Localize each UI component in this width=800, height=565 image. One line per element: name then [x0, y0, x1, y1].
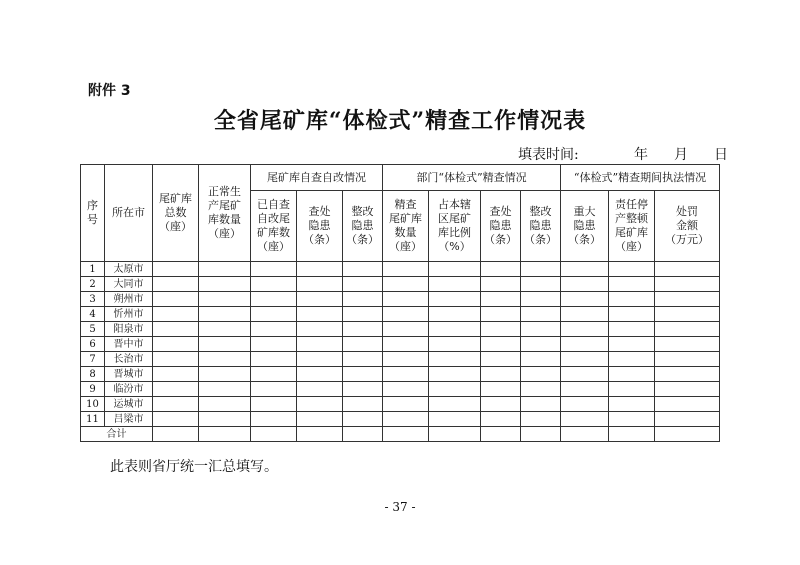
table-cell [343, 352, 383, 367]
table-cell [655, 352, 720, 367]
table-cell [609, 307, 655, 322]
table-cell [521, 262, 561, 277]
table-cell [429, 397, 481, 412]
table-cell [297, 337, 343, 352]
table-cell [297, 292, 343, 307]
table-cell [429, 367, 481, 382]
table-cell [481, 262, 521, 277]
table-cell [481, 322, 521, 337]
table-row [81, 262, 720, 277]
table-cell [655, 262, 720, 277]
header-fine: 处罚 金额 （万元） [655, 191, 720, 262]
table-cell [521, 277, 561, 292]
table-cell [609, 412, 655, 427]
table-cell [429, 292, 481, 307]
table-row [81, 337, 720, 352]
table-body [81, 262, 720, 427]
table-cell [153, 337, 199, 352]
table-cell [609, 352, 655, 367]
table-cell [343, 277, 383, 292]
table-cell [481, 307, 521, 322]
table-cell [199, 352, 251, 367]
table-cell [609, 367, 655, 382]
table-cell [153, 397, 199, 412]
table-cell [153, 427, 199, 442]
table-cell [561, 382, 609, 397]
row-seq: 9 [81, 382, 105, 397]
table-cell [199, 412, 251, 427]
table-cell [429, 307, 481, 322]
table-cell [561, 412, 609, 427]
table-cell [521, 367, 561, 382]
table-cell [383, 337, 429, 352]
footnote: 此表则省厅统一汇总填写。 [110, 459, 278, 475]
table-cell [199, 397, 251, 412]
total-label: 合计 [81, 427, 153, 442]
table-cell [383, 277, 429, 292]
table-cell [297, 277, 343, 292]
table-row [81, 322, 720, 337]
table-cell [383, 262, 429, 277]
table-cell [383, 427, 429, 442]
table-row [81, 352, 720, 367]
table-cell [561, 277, 609, 292]
table-cell [521, 427, 561, 442]
header-dept-fixed: 整改 隐患 （条） [521, 191, 561, 262]
table-cell [153, 412, 199, 427]
table-cell [251, 292, 297, 307]
table-cell [199, 292, 251, 307]
table-cell [609, 397, 655, 412]
table-cell [481, 337, 521, 352]
table-cell [251, 427, 297, 442]
table-cell [429, 337, 481, 352]
table-cell [561, 307, 609, 322]
table-row [81, 367, 720, 382]
table-cell [521, 322, 561, 337]
table-cell [297, 397, 343, 412]
table-cell [521, 292, 561, 307]
header-self-fixed: 整改 隐患 （条） [343, 191, 383, 262]
page-number: - 37 - [384, 500, 416, 514]
table-cell [609, 427, 655, 442]
table-cell [343, 412, 383, 427]
header-dept-count: 精查 尾矿库 数量 （座） [383, 191, 429, 262]
table-cell [521, 382, 561, 397]
table-cell [561, 427, 609, 442]
row-city: 吕梁市 [105, 412, 153, 427]
table-cell [199, 277, 251, 292]
header-major: 重大 隐患 （条） [561, 191, 609, 262]
table-cell [521, 412, 561, 427]
table-cell [343, 427, 383, 442]
table-cell [383, 412, 429, 427]
header-normal: 正常生 产尾矿 库数量 （座） [199, 165, 251, 262]
table-cell [429, 352, 481, 367]
table-cell [297, 352, 343, 367]
header-self-found: 查处 隐患 （条） [297, 191, 343, 262]
header-seq: 序 号 [81, 165, 105, 262]
table-cell [153, 262, 199, 277]
table-cell [251, 322, 297, 337]
table-cell [199, 427, 251, 442]
table-cell [297, 307, 343, 322]
table-cell [297, 382, 343, 397]
report-table [80, 164, 720, 442]
row-city: 忻州市 [105, 307, 153, 322]
row-seq: 10 [81, 397, 105, 412]
table-cell [251, 367, 297, 382]
table-cell [251, 337, 297, 352]
table-cell [655, 337, 720, 352]
table-cell [481, 382, 521, 397]
table-cell [609, 322, 655, 337]
table-cell [655, 277, 720, 292]
table-cell [561, 352, 609, 367]
row-city: 晋中市 [105, 337, 153, 352]
table-cell [655, 307, 720, 322]
table-cell [343, 262, 383, 277]
header-dept-found: 查处 隐患 （条） [481, 191, 521, 262]
table-cell [655, 322, 720, 337]
table-cell [383, 367, 429, 382]
table-cell [429, 412, 481, 427]
table-cell [561, 292, 609, 307]
fill-time-label: 填表时间: [518, 147, 579, 163]
table-cell [429, 427, 481, 442]
row-seq: 1 [81, 262, 105, 277]
header-city: 所在市 [105, 165, 153, 262]
header-total: 尾矿库 总数 （座） [153, 165, 199, 262]
table-cell [343, 292, 383, 307]
table-cell [153, 367, 199, 382]
table-cell [251, 382, 297, 397]
table-cell [429, 382, 481, 397]
table-row [81, 292, 720, 307]
table-cell [383, 307, 429, 322]
table-cell [343, 307, 383, 322]
table-cell [343, 367, 383, 382]
table-cell [561, 367, 609, 382]
table-cell [153, 322, 199, 337]
table-cell [521, 352, 561, 367]
table-cell [199, 367, 251, 382]
table-cell [609, 262, 655, 277]
table-cell [655, 382, 720, 397]
header-suspended: 责任停 产整顿 尾矿库 （座） [609, 191, 655, 262]
table-cell [521, 307, 561, 322]
table-cell [251, 352, 297, 367]
table-cell [481, 292, 521, 307]
table-row [81, 397, 720, 412]
table-cell [199, 262, 251, 277]
table-cell [561, 337, 609, 352]
table-cell [297, 412, 343, 427]
table-cell [481, 352, 521, 367]
row-city: 朔州市 [105, 292, 153, 307]
table-cell [481, 397, 521, 412]
row-city: 运城市 [105, 397, 153, 412]
table-cell [297, 427, 343, 442]
table-cell [251, 277, 297, 292]
table-cell [481, 427, 521, 442]
table-cell [609, 292, 655, 307]
table-cell [429, 262, 481, 277]
table-cell [199, 382, 251, 397]
table-cell [383, 382, 429, 397]
table-cell [343, 322, 383, 337]
table-cell [429, 277, 481, 292]
header-dept-ratio: 占本辖 区尾矿 库比例 （%） [429, 191, 481, 262]
row-city: 阳泉市 [105, 322, 153, 337]
table-cell [153, 382, 199, 397]
row-city: 临汾市 [105, 382, 153, 397]
table-cell [153, 292, 199, 307]
table-cell [383, 322, 429, 337]
fill-time [518, 144, 728, 164]
fill-time-day: 日 [714, 147, 728, 163]
table-cell [655, 367, 720, 382]
table-cell [561, 262, 609, 277]
header-self-count: 已自查 自改尾 矿库数 （座） [251, 191, 297, 262]
row-city: 大同市 [105, 277, 153, 292]
table-cell [481, 367, 521, 382]
table-cell [655, 292, 720, 307]
table-row [81, 277, 720, 292]
table-cell [383, 292, 429, 307]
row-seq: 4 [81, 307, 105, 322]
table-cell [481, 277, 521, 292]
table-cell [343, 382, 383, 397]
table-cell [561, 397, 609, 412]
row-seq: 5 [81, 322, 105, 337]
table-cell [199, 307, 251, 322]
row-seq: 3 [81, 292, 105, 307]
table-cell [383, 352, 429, 367]
header-group-self: 尾矿库自查自改情况 [251, 165, 383, 191]
table-cell [521, 397, 561, 412]
table-cell [251, 307, 297, 322]
table-cell [251, 397, 297, 412]
row-seq: 8 [81, 367, 105, 382]
table-cell [199, 322, 251, 337]
table-cell [251, 262, 297, 277]
table-row [81, 307, 720, 322]
table-cell [297, 322, 343, 337]
table-cell [481, 412, 521, 427]
table-cell [343, 337, 383, 352]
table-cell [609, 277, 655, 292]
table-cell [655, 427, 720, 442]
page-title: 全省尾矿库“体检式”精查工作情况表 [213, 108, 587, 134]
attachment-label: 附件 3 [88, 83, 131, 99]
table-row [81, 382, 720, 397]
table-cell [153, 277, 199, 292]
table-cell [609, 382, 655, 397]
table-cell [561, 322, 609, 337]
table-cell [383, 397, 429, 412]
table-cell [655, 412, 720, 427]
row-city: 长治市 [105, 352, 153, 367]
table-row [81, 412, 720, 427]
table-cell [655, 397, 720, 412]
fill-time-month: 月 [674, 147, 688, 163]
header-group-enforce: “体检式”精查期间执法情况 [561, 165, 720, 191]
table-cell [251, 412, 297, 427]
row-seq: 2 [81, 277, 105, 292]
table-cell [297, 262, 343, 277]
table-cell [343, 397, 383, 412]
table-cell [297, 367, 343, 382]
row-seq: 11 [81, 412, 105, 427]
row-city: 太原市 [105, 262, 153, 277]
table-cell [153, 352, 199, 367]
header-group-dept: 部门“体检式”精查情况 [383, 165, 561, 191]
row-seq: 7 [81, 352, 105, 367]
table-cell [609, 337, 655, 352]
row-seq: 6 [81, 337, 105, 352]
row-city: 晋城市 [105, 367, 153, 382]
table-cell [153, 307, 199, 322]
table-cell [429, 322, 481, 337]
table-cell [521, 337, 561, 352]
table-cell [199, 337, 251, 352]
fill-time-year: 年 [634, 147, 648, 163]
